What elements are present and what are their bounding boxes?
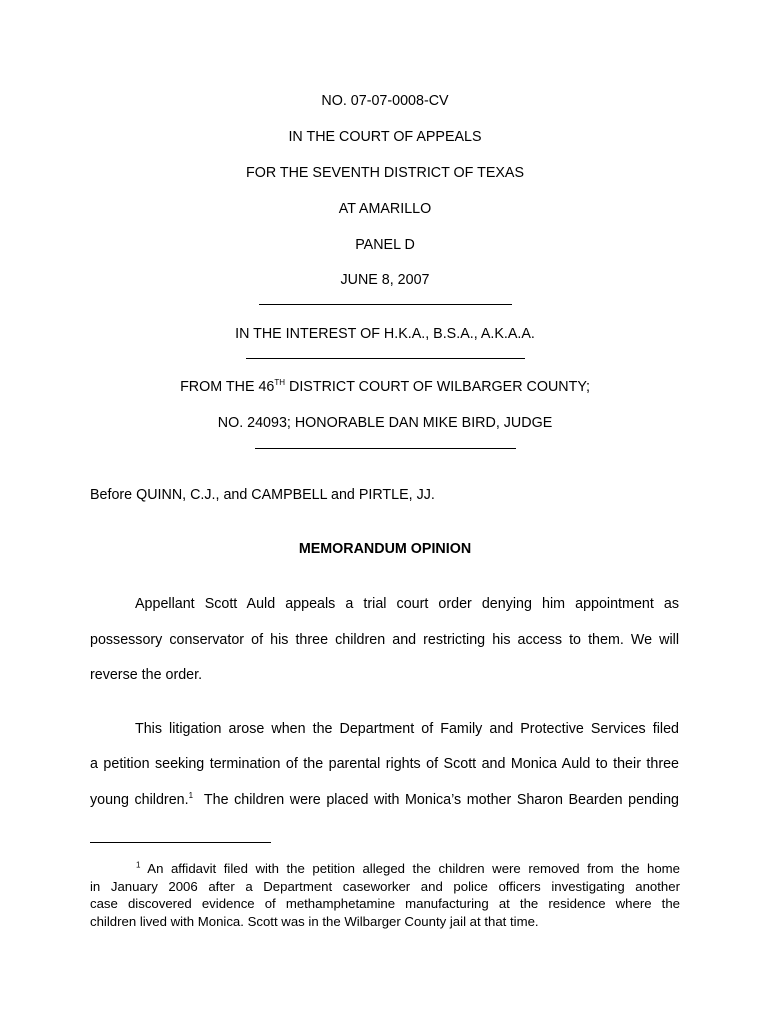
style-of-case: IN THE INTEREST OF H.K.A., B.S.A., A.K.A.A.: [235, 326, 535, 342]
footnote-marker: 1: [136, 860, 141, 870]
footnote-separator: [90, 842, 271, 843]
lower-court-suffix: DISTRICT COURT OF WILBARGER COUNTY;: [285, 379, 590, 395]
divider-rule-2: [246, 358, 525, 359]
paragraph-2-line-2: a petition seeking termination of the parental rights of Scott and Monica Auld to their three: [90, 756, 679, 772]
divider-rule-3: [255, 448, 516, 449]
paragraph-2-line-1: This litigation arose when the Department of Family and Protective Services filed: [135, 721, 679, 737]
paragraph-2-line-3-start: young children.: [90, 792, 189, 808]
footnote-line-1: [90, 860, 680, 878]
paragraph-1-line-3: reverse the order.: [90, 667, 203, 683]
footnote-reference: 1: [188, 791, 194, 801]
footnote-line-4: children lived with Monica. Scott was in the Wilbarger County jail at that time.: [90, 913, 539, 929]
opinion-date: JUNE 8, 2007: [340, 272, 430, 288]
paragraph-1-line-1: Appellant Scott Auld appeals a trial court order denying him appointment as: [135, 596, 679, 612]
opinion-title: MEMORANDUM OPINION: [298, 541, 472, 557]
divider-rule-1: [259, 304, 512, 305]
case-number: NO. 07-07-0008-CV: [321, 93, 449, 109]
footnote: [90, 860, 680, 930]
panel-designation: PANEL D: [355, 237, 415, 253]
panel-justices: Before QUINN, C.J., and CAMPBELL and PIRTLE, JJ.: [90, 487, 435, 503]
lower-court-line: [0, 379, 770, 395]
trial-cause-number: NO. 24093; HONORABLE DAN MIKE BIRD, JUDGE: [217, 415, 553, 431]
paragraph-2-line-3: [90, 792, 679, 808]
court-name: IN THE COURT OF APPEALS: [288, 129, 482, 145]
paragraph-1-line-2: possessory conservator of his three children and restricting his access to them. We will: [90, 632, 679, 648]
court-district: FOR THE SEVENTH DISTRICT OF TEXAS: [245, 165, 525, 181]
footnote-line-1-text: An affidavit filed with the petition alleged the children were removed from the home: [140, 861, 680, 876]
paragraph-2-line-3-end: The children were placed with Monica’s mother Sharon Bearden pending: [193, 792, 680, 808]
court-location: AT AMARILLO: [338, 201, 432, 217]
lower-court-prefix: FROM THE 46: [180, 379, 275, 395]
footnote-line-3: case discovered evidence of methamphetamine manufacturing at the residence where the: [90, 896, 680, 911]
ordinal-superscript: TH: [274, 378, 286, 388]
footnote-line-2: in January 2006 after a Department caseworker and police officers investigating another: [90, 878, 680, 894]
